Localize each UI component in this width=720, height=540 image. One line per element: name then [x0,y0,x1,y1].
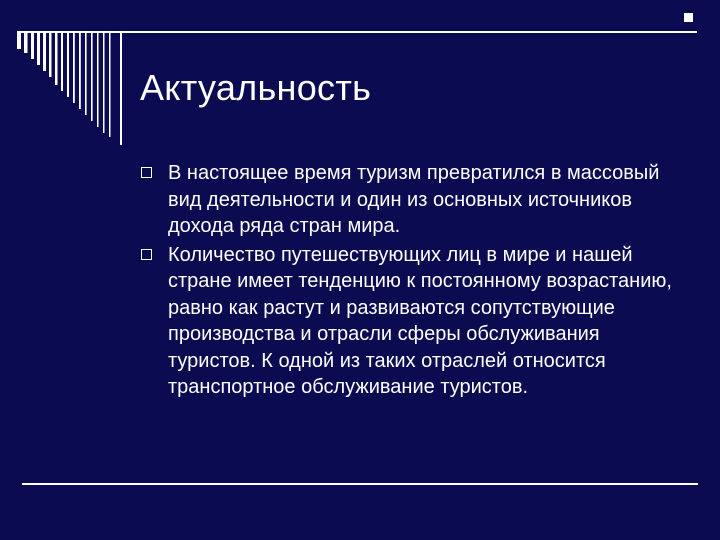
bullet-list [140,160,690,403]
bullet-item [140,242,690,401]
bullet-item [140,160,690,240]
bottom-divider [22,483,698,485]
bullet-text: Количество путешествующих лиц в мире и нашей стране имеет тенденцию к постоянному возрастанию, равно как растут и развиваются сопутствующие производства и отрасли сферы обслуживания туристов. К одной из таких отраслей относится транспортное обслуживание туристов. [168,243,672,398]
hollow-square-bullet-icon [141,167,152,178]
bullet-text: В настоящее время туризм превратился в массовый вид деятельности и один из основных источников дохода ряда стран мира. [168,162,660,237]
hollow-square-bullet-icon [141,249,152,260]
slide-title: Актуальность [140,67,372,108]
